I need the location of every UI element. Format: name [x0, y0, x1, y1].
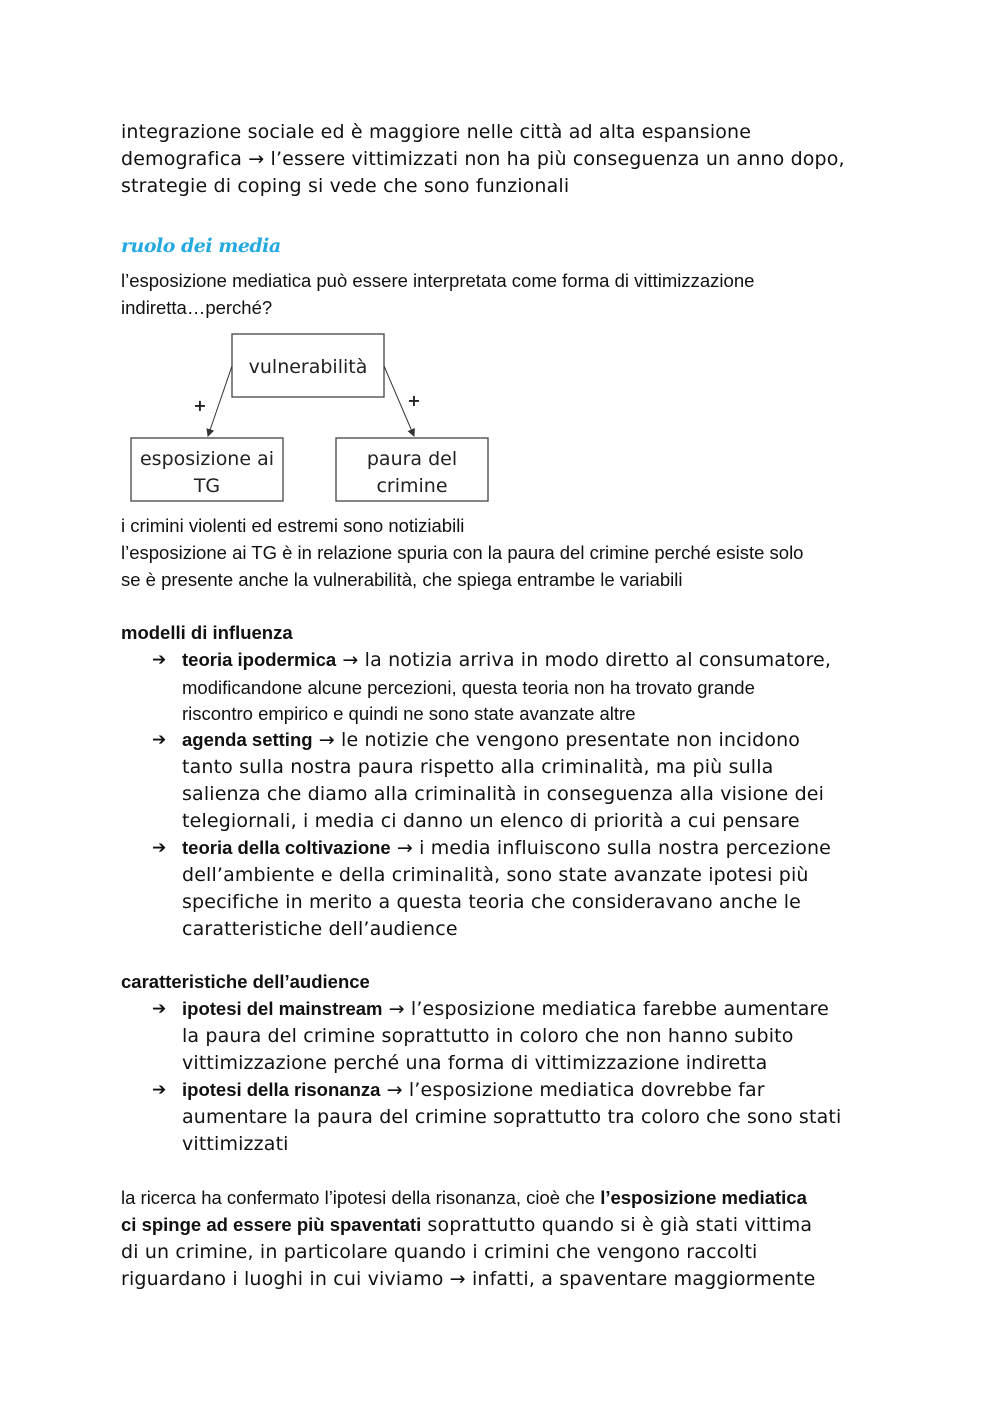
list-item-first-line	[182, 651, 831, 670]
bullet-arrow-icon: ➔	[152, 1080, 167, 1100]
conclusion-text: la ricerca ha confermato l’ipotesi della risonanza, cioè che	[121, 1187, 601, 1208]
list-item-line: tanto sulla nostra paura rispetto alla criminalità, ma più sulla	[182, 756, 774, 778]
arrow-to-tg	[208, 366, 232, 436]
paragraph-line: i crimini violenti ed estremi sono notiziabili	[121, 515, 465, 536]
list-item-text: → le notizie che vengono presentate non incidono	[312, 729, 801, 751]
conclusion-emphasis: l’esposizione mediatica	[600, 1187, 807, 1208]
node-tg-exposure-label-2: TG	[193, 475, 221, 497]
conclusion-line: di un crimine, in particolare quando i crimini che vengono raccolti	[121, 1241, 758, 1263]
list-item-line: vittimizzazione perché una forma di vittimizzazione indiretta	[182, 1052, 768, 1074]
list-item-line: modificandone alcune percezioni, questa teoria non ha trovato grande	[182, 677, 755, 698]
list-item-term: teoria della coltivazione	[182, 837, 391, 858]
node-tg-exposure-label-1: esposizione ai	[139, 448, 275, 470]
list-item-line: la paura del crimine soprattutto in coloro che non hanno subito	[182, 1025, 794, 1047]
intro-line: integrazione sociale ed è maggiore nelle città ad alta espansione	[121, 121, 752, 143]
list-item-term: ipotesi della risonanza	[182, 1079, 381, 1100]
bullet-arrow-icon: ➔	[152, 650, 167, 670]
paragraph-line: l’esposizione ai TG è in relazione spuria con la paura del crimine perché esiste solo	[121, 542, 804, 563]
list-item-term: ipotesi del mainstream	[182, 998, 383, 1019]
conclusion-line	[121, 1216, 812, 1235]
list-item-line: aumentare la paura del crimine soprattutto tra coloro che sono stati	[182, 1106, 842, 1128]
bullet-arrow-icon: ➔	[152, 730, 167, 750]
node-vulnerability-label: vulnerabilità	[248, 356, 368, 378]
list-item-line: caratteristiche dell’audience	[182, 918, 458, 940]
intro-line: demografica → l’essere vittimizzati non ha più conseguenza un anno dopo,	[121, 148, 845, 170]
section-heading-models: modelli di influenza	[121, 622, 293, 643]
section-heading-audience: caratteristiche dell’audience	[121, 971, 370, 992]
list-item-line: salienza che diamo alla criminalità in conseguenza alla visione dei	[182, 783, 825, 805]
bullet-arrow-icon: ➔	[152, 999, 167, 1019]
list-item-first-line	[182, 731, 800, 750]
list-item-text: → l’esposizione mediatica dovrebbe far	[380, 1079, 765, 1101]
node-fear-label-2: crimine	[376, 475, 448, 497]
list-item-first-line	[182, 839, 831, 858]
list-item-first-line	[182, 1000, 829, 1019]
bullet-arrow-icon: ➔	[152, 838, 167, 858]
paragraph-line: l’esposizione mediatica può essere interpretata come forma di vittimizzazione	[121, 270, 755, 291]
intro-line: strategie di coping si vede che sono funzionali	[121, 175, 570, 197]
vulnerability-diagram	[120, 330, 500, 510]
list-item-line: riscontro empirico e quindi ne sono state avanzate altre	[182, 703, 636, 724]
paragraph-line: indiretta…perché?	[121, 297, 273, 318]
list-item-text: → i media influiscono sulla nostra percezione	[390, 837, 832, 859]
list-item-term: agenda setting	[182, 729, 313, 750]
conclusion-line	[121, 1189, 807, 1208]
list-item-term: teoria ipodermica	[182, 649, 337, 670]
plus-sign-left: +	[193, 396, 207, 415]
list-item-line: specifiche in merito a questa teoria che consideravano anche le	[182, 891, 801, 913]
paragraph-line: se è presente anche la vulnerabilità, che spiega entrambe le variabili	[121, 569, 683, 590]
conclusion-text: soprattutto quando si è già stati vittima	[421, 1214, 813, 1236]
plus-sign-right: +	[407, 391, 421, 410]
list-item-text: → l’esposizione mediatica farebbe aumentare	[382, 998, 829, 1020]
section-heading-media: ruolo dei media	[121, 235, 281, 257]
list-item-line: telegiornali, i media ci danno un elenco di priorità a cui pensare	[182, 810, 800, 832]
list-item-line: vittimizzati	[182, 1133, 289, 1155]
conclusion-emphasis: ci spinge ad essere più spaventati	[121, 1214, 422, 1235]
list-item-line: dell’ambiente e della criminalità, sono state avanzate ipotesi più	[182, 864, 809, 886]
conclusion-line: riguardano i luoghi in cui viviamo → infatti, a spaventare maggiormente	[121, 1268, 816, 1290]
node-fear-label-1: paura del	[366, 448, 458, 470]
list-item-first-line	[182, 1081, 765, 1100]
list-item-text: → la notizia arriva in modo diretto al consumatore,	[336, 649, 832, 671]
